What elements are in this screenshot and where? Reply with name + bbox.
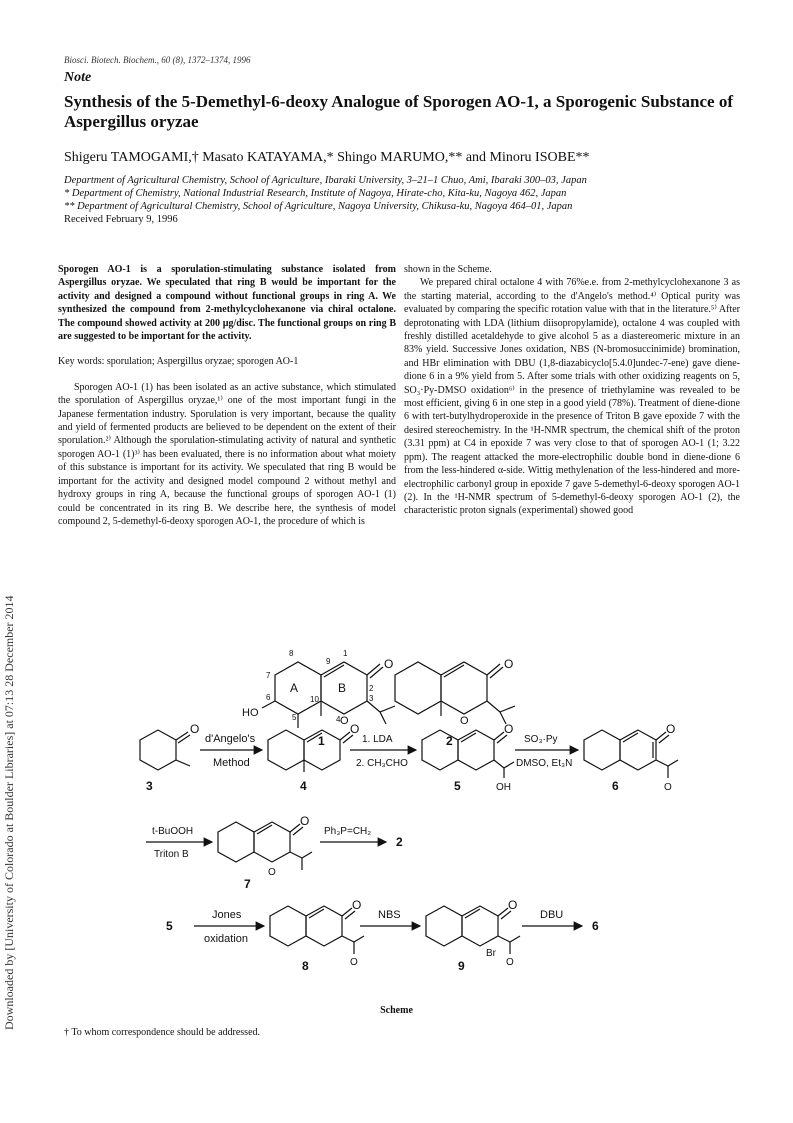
product-2-label: 2	[396, 835, 403, 849]
c5-oxygen: O	[504, 722, 514, 736]
c8-ketone-oxygen: O	[350, 957, 358, 968]
compound-7-label: 7	[244, 877, 251, 891]
atom-number-7: 7	[266, 671, 271, 680]
compound-5-label: 5	[454, 779, 461, 793]
compound-7-structure	[218, 814, 312, 891]
reagent-method: Method	[213, 757, 250, 769]
article-type: Note	[64, 70, 92, 85]
compound-9-structure	[426, 898, 520, 973]
affiliation-3: ** Department of Agricultural Chemistry, School of Agriculture, Nagoya University, Chikusa-ku, Nagoya 464–01, Japan	[64, 201, 573, 212]
c6-oxygen: O	[666, 722, 676, 736]
affiliation-2: * Department of Chemistry, National Industrial Research, Institute of Nagoya, Hirate-cho, Kita-ku, Nagoya 462, Japan	[64, 188, 567, 199]
received-date: Received February 9, 1996	[64, 214, 178, 225]
right-paragraph-2: We prepared chiral octalone 4 with 76%e.e. from 2-methylcyclohexanone 3 as the starting material, according to the d'Angelo's method.⁴⁾ Optical purity was evaluated by comparing the specific rotation value with that in the literature.⁵⁾ After deprotonating with LDA (lithium diisopropylamide), octalone 4 was coupled with freshly distilled acetaldehyde to give alcohol 5 as a diastereomeric mixture in an 83% yield. Successive Jones oxidation, NBS (N-bromosuccinimide) bromination, and HBr elimination with DBU (1,8-diazabicyclo[5.4.0]undec-7-ene) gave diene-dione 6 in a 9% yield from 5. After some trials with other oxidizing reagents on 5, SO₃·Py-DMSO oxidation⁶⁾ in the presence of triethylamine was revealed to be most efficient, giving 6 in one step in a good yield (78%). Treatment of diene-dione 6 with tert-butylhydroperoxide in the presence of Triton B gave epoxide 7 with the desired stereochemistry. In the ¹H-NMR spectrum, the chemical shift of the proton (3.31 ppm) at C4 in epoxide 7 was very close to that of sporogen AO-1 (1; 3.22 ppm). The reagent attacked the more-electrophilic double bond in diene-dione 6 from the less-hindered α-side. Wittig methylenation of the less-hindered and more-electrophilic carbonyl group in epoxide 7 gave 5-demethyl-6-deoxy sporogen AO-1 (2). In the ¹H-NMR spectrum of 5-demethyl-6-deoxy sporogen AO-1 (2), the characteristic proton signals (experimental) showed good	[404, 277, 740, 517]
compound-2-structure	[395, 657, 515, 748]
reagent-tbuooh: t-BuOOH	[152, 826, 194, 837]
c3-oxygen: O	[190, 722, 200, 736]
right-column	[404, 263, 740, 518]
ring-a-label: A	[290, 681, 299, 695]
scheme-caption: Scheme	[380, 1005, 413, 1016]
keywords: Key words: sporulation; Aspergillus oryzae; sporogen AO-1	[58, 356, 299, 368]
c9-ketone-oxygen: O	[506, 957, 514, 968]
hydroxy-label: HO	[242, 707, 259, 719]
compound-8-structure	[270, 898, 364, 973]
ring-b-label: B	[338, 681, 347, 695]
c9-oxygen: O	[508, 898, 518, 912]
reagent-nbs: NBS	[378, 909, 401, 921]
reagent-dangelo: d'Angelo's	[205, 733, 256, 745]
left-column	[58, 263, 396, 528]
compound-4-structure	[268, 722, 359, 793]
affiliation-1: Department of Agricultural Chemistry, School of Agriculture, Ibaraki University, 3–21–1 Chuo, Ami, Ibaraki 300–03, Japan	[64, 175, 587, 186]
affiliations	[64, 174, 764, 226]
reagent-dmso: DMSO, Et₃N	[516, 758, 573, 769]
compound-6-label: 6	[612, 779, 619, 793]
product-6-label: 6	[592, 919, 599, 933]
c2-epoxide-oxygen: O	[460, 715, 469, 727]
c8-oxygen: O	[352, 898, 362, 912]
atom-number-1: 1	[343, 649, 348, 658]
atom-number-3: 3	[369, 694, 374, 703]
reagent-acetaldehyde: 2. CH₃CHO	[356, 758, 408, 769]
compound-6-structure	[584, 722, 678, 793]
intro-paragraph: Sporogen AO-1 (1) has been isolated as an active substance, which stimulated the sporulation of Aspergillus oryzae,¹⁾ one of the most important fungi in the Japanese fermentation industry. Sporulation is very important, because the quality and yield of fermented products are believed to be dependent on the extent of their sporulation.²⁾ Although the sporulation-stimulating activity of natural and synthetic sporogen AO-1 (1)³⁾ has been evaluated, there is no information about what moiety of this substance is important for its activity. We speculated that ring B would be important for the activity and designed model compound 2 without methyl and hydroxy groups in ring A, because the functional groups of sporogen AO-1 (1) could be concentrated in its ring B. We describe here, the synthesis of model compound 2, 5-demethyl-6-deoxy sporogen AO-1, the procedure of which is	[58, 381, 396, 527]
author-list: Shigeru TAMOGAMI,† Masato KATAYAMA,* Shingo MARUMO,** and Minoru ISOBE**	[64, 150, 590, 165]
compound-5-structure	[422, 722, 514, 793]
start-5-label: 5	[166, 919, 173, 933]
c7-epoxide-oxygen: O	[268, 867, 276, 878]
journal-reference: Biosci. Biotech. Biochem., 60 (8), 1372–1374, 1996	[64, 55, 251, 65]
compound-3-structure	[140, 722, 199, 793]
c5-hydroxyl: OH	[496, 782, 511, 793]
c7-oxygen: O	[300, 814, 310, 828]
c4-oxygen: O	[350, 722, 360, 736]
atom-number-10: 10	[310, 695, 319, 704]
atom-number-2: 2	[369, 684, 374, 693]
reagent-triton: Triton B	[154, 849, 189, 860]
c9-bromine: Br	[486, 948, 496, 959]
reagent-lda: 1. LDA	[362, 734, 393, 745]
download-watermark: Downloaded by [University of Colorado at Boulder Libraries] at 07:13 28 December 2014	[2, 595, 16, 1030]
compound-3-label: 3	[146, 779, 153, 793]
article-title: Synthesis of the 5-Demethyl-6-deoxy Analogue of Sporogen AO-1, a Sporogenic Substance of Aspergillus oryzae	[64, 92, 734, 131]
reagent-dbu: DBU	[540, 909, 564, 921]
c6-ketone-oxygen: O	[664, 782, 672, 793]
abstract: Sporogen AO-1 is a sporulation-stimulating substance isolated from Aspergillus oryzae. We speculated that ring B would be important for the activity and designed a compound without functional groups in ring A. We synthesized the compound from 2-methylcyclohexanone via chiral octalone. The compound showed activity at 200 µg/disc. The functional groups on ring B are suggested to be important for the activity.	[58, 264, 396, 343]
atom-number-4: 4	[336, 715, 341, 724]
atom-number-8: 8	[289, 649, 294, 658]
reaction-scheme	[0, 620, 793, 1005]
compound-4-label: 4	[300, 779, 307, 793]
atom-number-9: 9	[326, 657, 331, 666]
reagent-so3py: SO₃·Py	[524, 734, 558, 745]
compound-2-label: 2	[446, 734, 453, 748]
right-paragraph-1: shown in the Scheme.	[404, 264, 492, 275]
atom-number-5: 5	[292, 713, 297, 722]
reagent-jones: Jones	[212, 909, 242, 921]
reagent-oxidation: oxidation	[204, 933, 249, 945]
compound-1-label: 1	[318, 734, 325, 748]
reagent-wittig: Ph₃P=CH₂	[324, 826, 372, 837]
compound-8-label: 8	[302, 959, 309, 973]
compound-9-label: 9	[458, 959, 465, 973]
atom-number-6: 6	[266, 693, 271, 702]
c1-epoxide-oxygen: O	[340, 715, 349, 727]
c1-oxygen: O	[384, 657, 394, 671]
c2-oxygen: O	[504, 657, 514, 671]
footnote: † To whom correspondence should be addressed.	[64, 1027, 261, 1038]
